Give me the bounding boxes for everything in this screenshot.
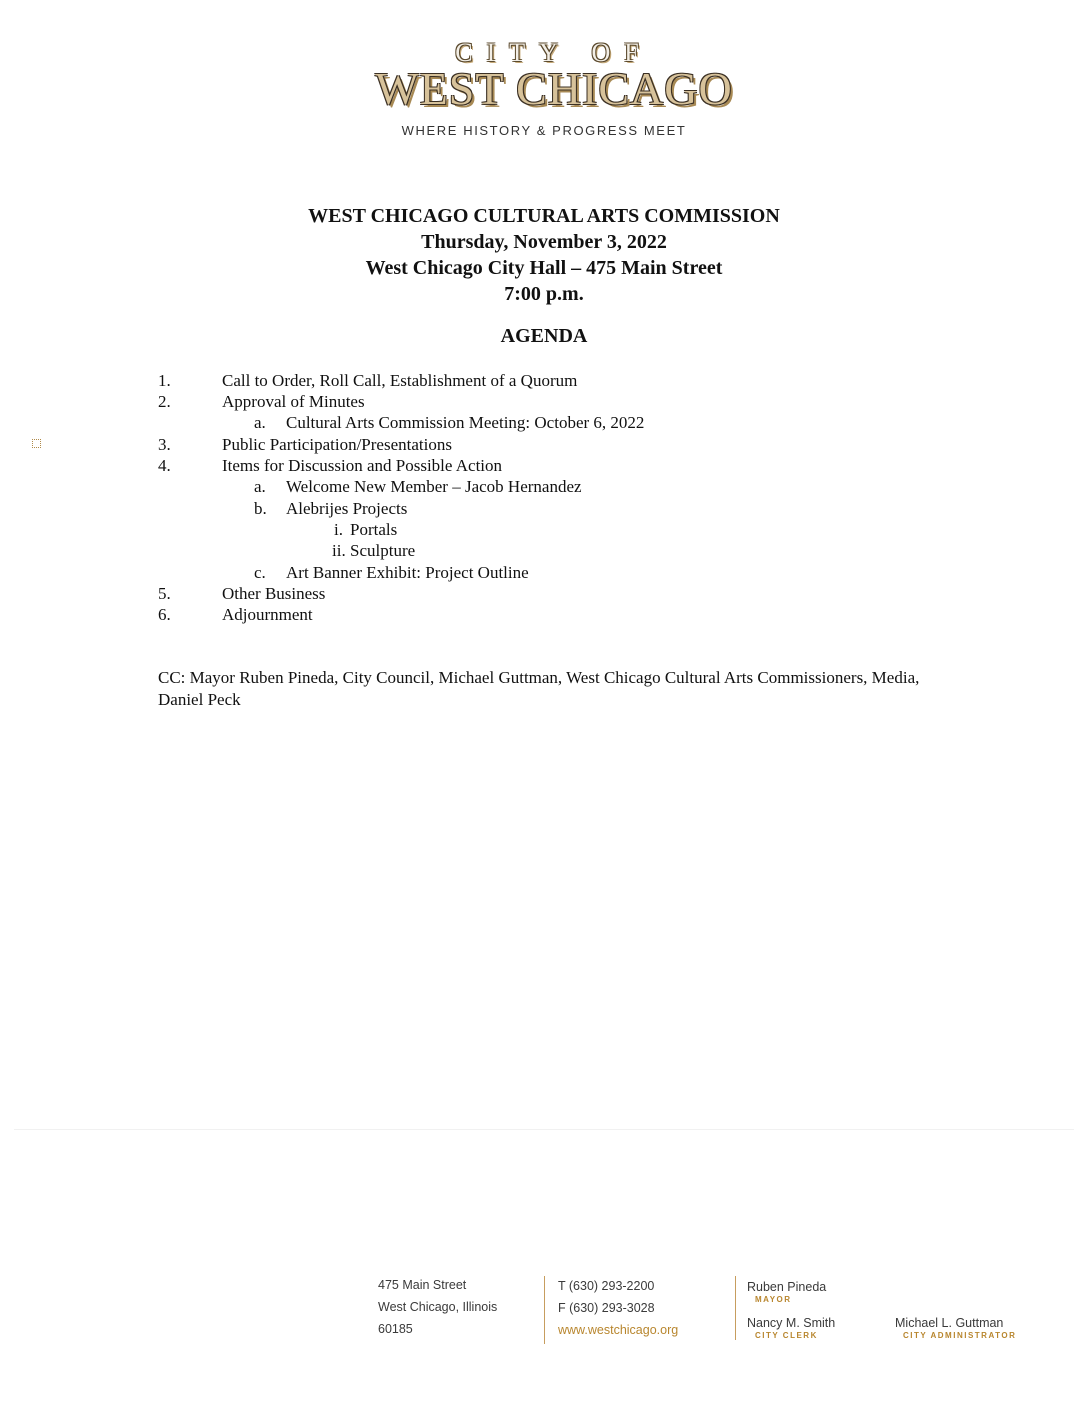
- address-city: West Chicago, Illinois: [378, 1300, 498, 1314]
- agenda-subitem-letter: a.: [254, 413, 266, 432]
- mayor-name: Ruben Pineda: [747, 1280, 827, 1294]
- agenda-roman-numeral: ii.: [332, 541, 346, 560]
- address-zip: 60185: [378, 1322, 413, 1336]
- clerk-title: CITY CLERK: [755, 1331, 818, 1340]
- agenda-item-text: Public Participation/Presentations: [222, 435, 452, 454]
- phone-number: T (630) 293-2200: [558, 1279, 655, 1293]
- commission-title: WEST CHICAGO CULTURAL ARTS COMMISSION: [308, 205, 780, 227]
- footer-contact: [558, 1275, 678, 1341]
- meeting-date: Thursday, November 3, 2022: [421, 231, 667, 253]
- administrator-title: CITY ADMINISTRATOR: [903, 1331, 1017, 1340]
- letterhead-city-of: CITY OF: [455, 38, 653, 67]
- footer-separator: [735, 1276, 736, 1340]
- footer-mayor: [747, 1280, 826, 1305]
- agenda-roman-numeral: i.: [334, 520, 343, 539]
- meeting-heading: [0, 203, 1088, 307]
- administrator-name: Michael L. Guttman: [895, 1316, 1004, 1330]
- footer-divider: [14, 1129, 1074, 1130]
- agenda-subitem-text: Cultural Arts Commission Meeting: October 6, 2022: [286, 413, 645, 432]
- agenda-item-number: 4.: [158, 456, 171, 475]
- footer-clerk: [747, 1316, 835, 1341]
- mayor-title: MAYOR: [755, 1295, 792, 1304]
- agenda-subitem-letter: c.: [254, 563, 266, 582]
- letterhead-city-name: WEST CHICAGO: [375, 63, 733, 114]
- agenda-item-number: 2.: [158, 392, 171, 411]
- agenda-item-number: 5.: [158, 584, 171, 603]
- agenda-roman-text: Sculpture: [350, 541, 416, 560]
- website-link[interactable]: www.westchicago.org: [558, 1323, 679, 1337]
- footer-separator: [544, 1276, 545, 1344]
- agenda-subitem-letter: b.: [254, 499, 267, 518]
- agenda-item-text: Other Business: [222, 584, 326, 603]
- agenda-item-text: Items for Discussion and Possible Action: [222, 456, 503, 475]
- address-street: 475 Main Street: [378, 1278, 467, 1292]
- meeting-location: West Chicago City Hall – 475 Main Street: [365, 257, 723, 279]
- agenda-subitem-text: Art Banner Exhibit: Project Outline: [286, 563, 529, 582]
- agenda-item-text: Call to Order, Roll Call, Establishment of a Quorum: [222, 371, 578, 390]
- letterhead-tagline: WHERE HISTORY & PROGRESS MEET: [401, 123, 687, 138]
- agenda-roman-text: Portals: [350, 520, 398, 539]
- clerk-name: Nancy M. Smith: [747, 1316, 836, 1330]
- agenda-subitem-letter: a.: [254, 477, 266, 496]
- agenda-title: AGENDA: [500, 325, 588, 347]
- agenda-subitem-text: Welcome New Member – Jacob Hernandez: [286, 477, 582, 496]
- agenda-item-number: 6.: [158, 605, 171, 624]
- agenda-item-text: Approval of Minutes: [222, 392, 365, 411]
- footer-administrator: [895, 1316, 1016, 1341]
- fax-number: F (630) 293-3028: [558, 1301, 655, 1315]
- footer-address: [378, 1274, 497, 1340]
- agenda-item-text: Adjournment: [222, 605, 313, 624]
- margin-mark-icon: [32, 439, 41, 448]
- meeting-time: 7:00 p.m.: [504, 283, 584, 305]
- agenda-item-number: 3.: [158, 435, 171, 454]
- agenda-subitem-text: Alebrijes Projects: [286, 499, 408, 518]
- cc-distribution: CC: Mayor Ruben Pineda, City Council, Michael Guttman, West Chicago Cultural Arts Commissioners, Media, Daniel Peck: [158, 668, 920, 709]
- agenda-item-number: 1.: [158, 371, 171, 390]
